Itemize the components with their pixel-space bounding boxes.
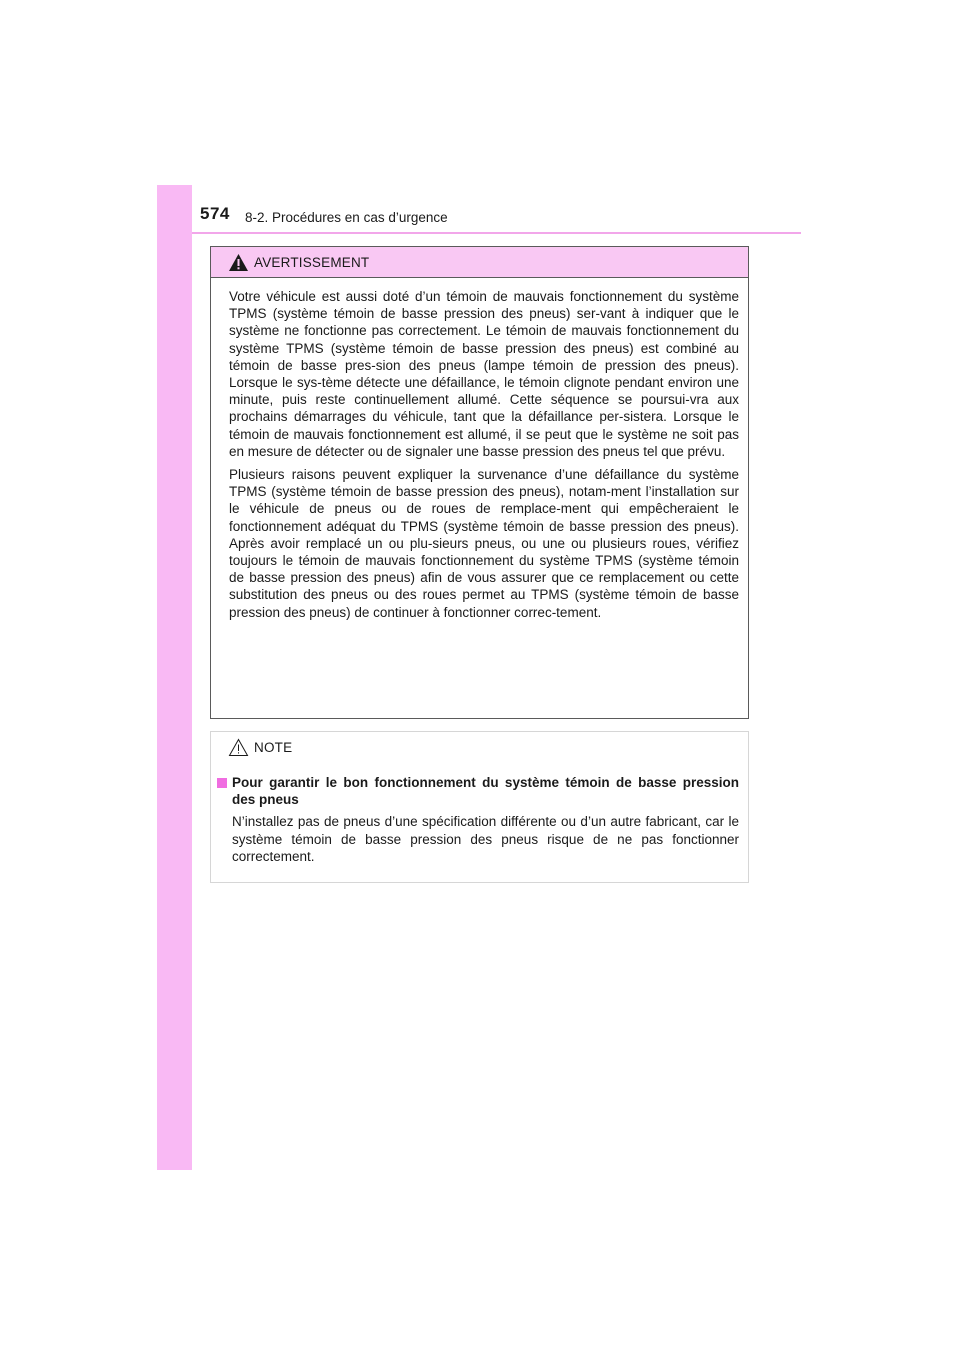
side-tab-bar <box>157 185 192 1170</box>
note-text: N’installez pas de pneus d’une spécification différente ou d’un autre fabricant, car le système témoin de basse pression des pneus risque de ne pas fonctionner correctement. <box>232 814 739 864</box>
note-label: NOTE <box>254 740 293 755</box>
square-bullet-icon <box>217 778 227 788</box>
warning-paragraph-1: Votre véhicule est aussi doté d’un témoin de mauvais fonctionnement du système TPMS (système témoin de basse pression des pneus) ser-vant à indiquer que le système ne fonctionne pas correctement. Le témoin de mauvais fonctionnement du système TPMS (système témoin de basse pression des pneus) est combiné au témoin de basse pres-sion des pneus (lampe témoin de pression des pneus). Lorsque le sys-tème détecte une défaillance, le témoin clignote pendant environ une minute, puis reste continuellement allumé. Cette séquence se poursui-vra aux prochains démarrages du véhicule, tant que la défaillance per-sistera. Lorsque le témoin de mauvais fonctionnement est allumé, il se peut que le système ne soit pas en mesure de détecter ou de signaler une basse pression des pneus tel que prévu. <box>229 289 739 459</box>
warning-triangle-icon <box>228 253 249 272</box>
page-number: 574 <box>200 204 230 223</box>
note-box <box>210 731 749 883</box>
note-heading <box>216 774 739 808</box>
warning-header <box>211 247 748 278</box>
header-divider <box>192 232 801 234</box>
warning-body <box>211 278 748 621</box>
caution-triangle-outline-icon <box>228 738 249 757</box>
note-header <box>211 732 748 762</box>
warning-box <box>210 246 749 719</box>
warning-label: AVERTISSEMENT <box>254 255 370 270</box>
section-title: 8-2. Procédures en cas d’urgence <box>245 210 448 225</box>
note-body <box>211 762 748 865</box>
warning-paragraph-2: Plusieurs raisons peuvent expliquer la survenance d’une défaillance du système TPMS (système témoin de basse pression des pneus), notam-ment l’installation sur le véhicule de pneus ou de roues de remplace-ment qui empêcheraient le fonctionnement adéquat du TPMS (système témoin de basse pression des pneus). Après avoir remplacé un ou plu-sieurs pneus, ou une ou plusieurs roues, vérifiez toujours le témoin de mauvais fonctionnement du système TPMS (système témoin de basse pression des pneus) afin de vous assurer que ce remplacement ou cette substitution des pneus ou des roues permet au TPMS (système témoin de basse pression des pneus) de continuer à fonctionner correc-tement. <box>229 467 739 620</box>
note-heading-text: Pour garantir le bon fonctionnement du système témoin de basse pression des pneus <box>232 775 739 808</box>
